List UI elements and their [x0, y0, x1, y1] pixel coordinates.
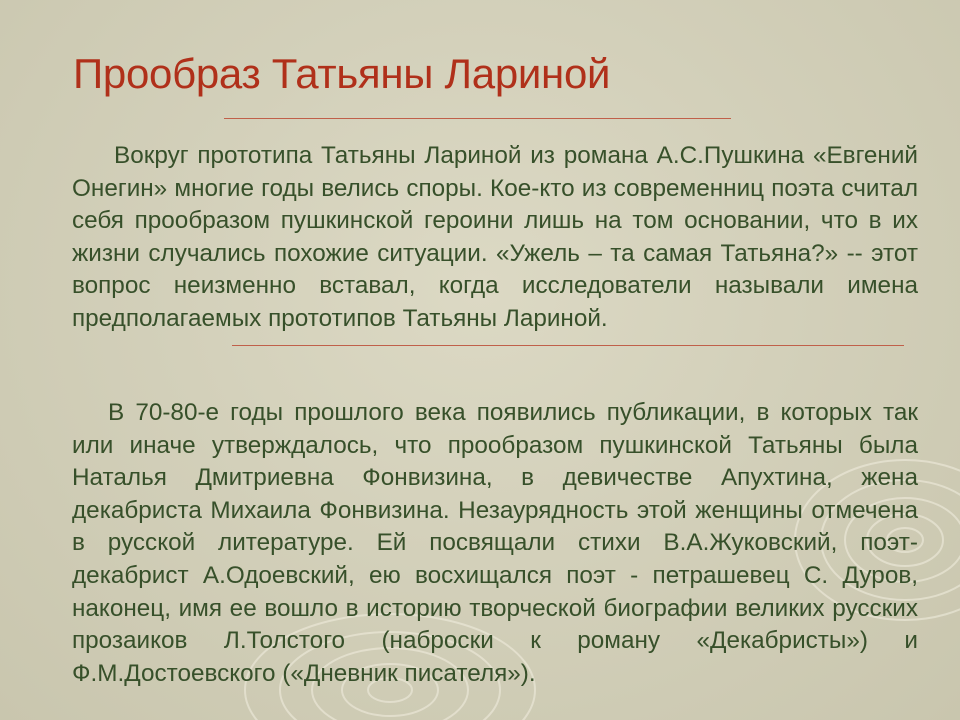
paragraph-2: В 70-80-е годы прошлого века появились публикации, в которых так или иначе утверждалось, что прообразом пушкинской Татьяны была Наталья Дмитриевна Фонвизина, в девичестве Апухтина, жена декабриста Михаила Фонвизина. Незаурядность этой женщины отмечена в русской литературе. Ей посвящали стихи В.А.Жуковский, поэт-декабрист А.Одоевский, ею восхищался поэт - петрашевец С. Дуров, наконец, имя ее вошло в историю творческой биографии великих русских прозаиков Л.Толстого (наброски к роману «Декабристы») и Ф.М.Достоевского («Дневник писателя»).	[72, 399, 918, 687]
slide-title: Прообраз Татьяны Лариной	[73, 50, 611, 97]
paragraph-divider	[232, 345, 904, 346]
title-divider	[224, 118, 731, 119]
paragraph-1: Вокруг прототипа Татьяны Лариной из романа А.С.Пушкина «Евгений Онегин» многие годы велись споры. Кое-кто из современниц поэта считал себя прообразом пушкинской героини лишь на том основании, что в их жизни случались похожие ситуации. «Ужель – та самая Татьяна?» -- этот вопрос неизменно вставал, когда исследователи называли имена предполагаемых прототипов Татьяны Лариной.	[72, 142, 918, 332]
